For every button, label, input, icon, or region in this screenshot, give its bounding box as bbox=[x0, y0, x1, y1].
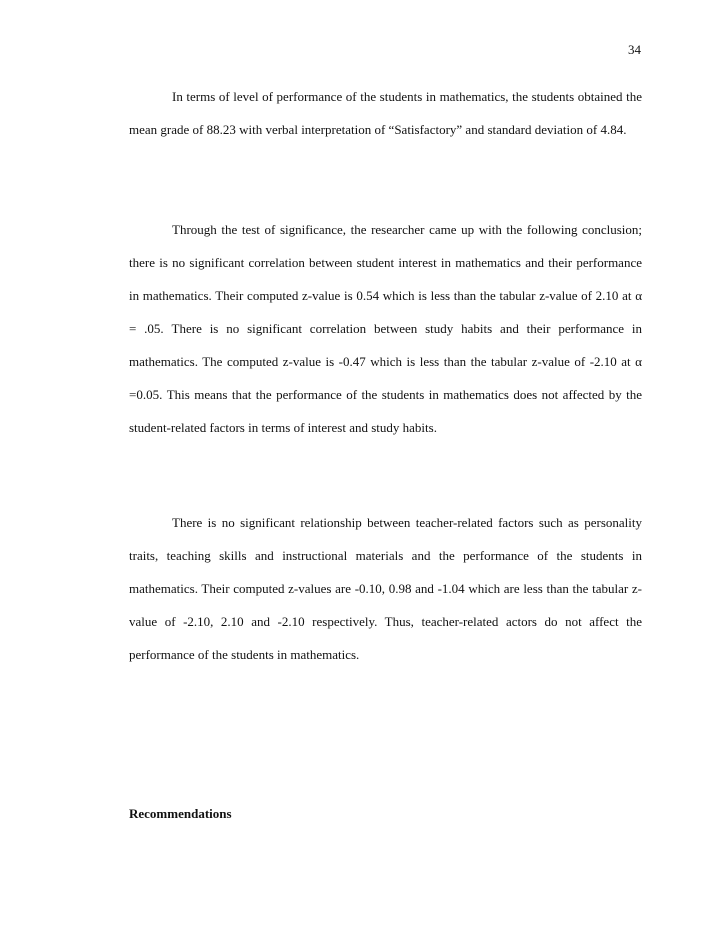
paragraph-teacher-factors: There is no significant relationship between teacher-related factors such as personality traits, teaching skills and instructional materials and the performance of the students in mathematics. Their computed z-values are -0.10, 0.98 and -1.04 which are less than the tabular z-value of -2.10, 2.10 and -2.10 respectively. Thus, teacher-related actors do not affect the performance of the students in mathematics. bbox=[129, 515, 642, 662]
paragraph-performance-summary: In terms of level of performance of the students in mathematics, the students obtained the mean grade of 88.23 with verbal interpretation of “Satisfactory” and standard deviation of 4.84. bbox=[129, 89, 642, 137]
page-number: 34 bbox=[628, 42, 641, 57]
paragraph-student-factors: Through the test of significance, the researcher came up with the following conclusion; there is no significant correlation between student interest in mathematics and their performance in mathematics. Their computed z-value is 0.54 which is less than the tabular z-value of 2.10 at α = .05. There is no significant correlation between study habits and their performance in mathematics. The computed z-value is -0.47 which is less than the tabular z-value of -2.10 at α =0.05. This means that the performance of the students in mathematics does not affected by the student-related factors in terms of interest and study habits. bbox=[129, 222, 642, 435]
section-heading-recommendations: Recommendations bbox=[129, 806, 232, 821]
